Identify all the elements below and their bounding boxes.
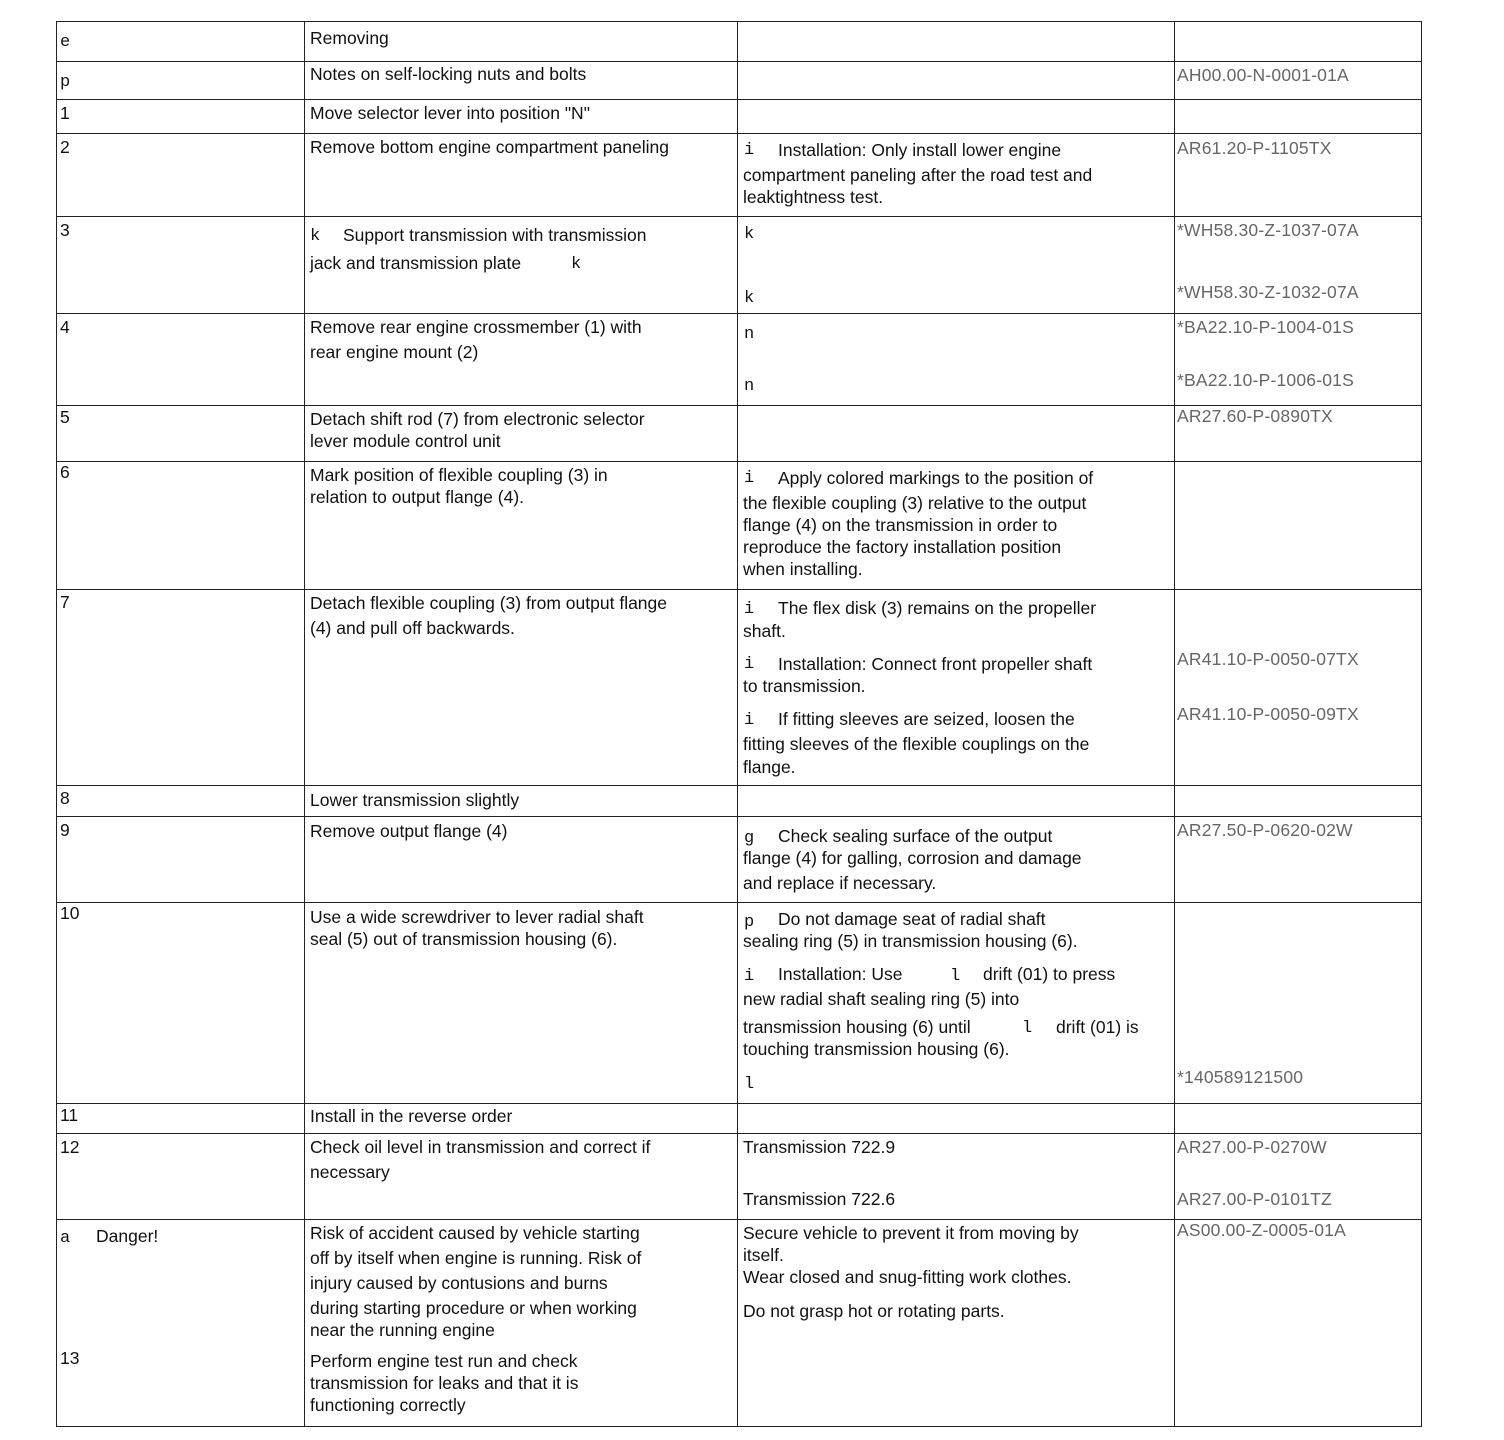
row-divider [57, 461, 1421, 462]
note-text: to transmission. [743, 676, 866, 696]
column-divider [737, 22, 738, 1426]
step-number: 11 [60, 1105, 79, 1125]
document-reference[interactable]: AR27.00-P-0101TZ [1177, 1189, 1332, 1209]
tool-icon: k [310, 227, 321, 246]
step-number: 12 [60, 1137, 80, 1157]
specification-icon: n [744, 377, 755, 396]
step-text: seal (5) out of transmission housing (6). [310, 929, 618, 949]
step-text: Support transmission with transmission [343, 225, 647, 245]
step-text: Mark position of flexible coupling (3) in [310, 465, 608, 485]
info-icon: i [744, 600, 755, 619]
step-text: relation to output flange (4). [310, 487, 525, 507]
step-text: Install in the reverse order [310, 1106, 513, 1126]
step-text: Lower transmission slightly [310, 790, 520, 810]
drift-tool-icon: l [744, 1075, 755, 1094]
step-text: transmission for leaks and that it is [310, 1373, 579, 1393]
row-divider [57, 313, 1421, 314]
warning-text: during starting procedure or when working [310, 1298, 637, 1318]
specification-reference[interactable]: *BA22.10-P-1006-01S [1177, 370, 1354, 390]
tool-icon: k [744, 225, 755, 244]
safety-measure-text: itself. [743, 1245, 784, 1265]
row-divider [57, 133, 1421, 134]
step-text: Check oil level in transmission and correct if [310, 1137, 651, 1157]
note-text: drift (01) to press [983, 964, 1116, 984]
document-reference[interactable]: AR41.10-P-0050-07TX [1177, 649, 1359, 669]
note-text: Apply colored markings to the position of [778, 468, 1094, 488]
document-reference[interactable]: AR27.50-P-0620-02W [1177, 820, 1353, 840]
step-text: rear engine mount (2) [310, 342, 479, 362]
note-text: shaft. [743, 621, 786, 641]
safety-measure-text: Secure vehicle to prevent it from moving by [743, 1223, 1079, 1243]
row-divider [57, 99, 1421, 100]
step-number: 7 [60, 592, 70, 612]
note-text: flange. [743, 757, 796, 777]
info-icon: i [744, 711, 755, 730]
document-reference[interactable]: AH00.00-N-0001-01A [1177, 65, 1349, 85]
step-text: Remove bottom engine compartment paneling [310, 137, 669, 157]
caution-icon: p [744, 913, 755, 932]
step-text: Notes on self-locking nuts and bolts [310, 64, 587, 84]
step-number: 13 [60, 1348, 80, 1368]
note-text: leaktightness test. [743, 187, 884, 207]
note-text: transmission housing (6) until [743, 1017, 971, 1037]
row-divider [57, 1133, 1421, 1134]
document-reference[interactable]: AR27.60-P-0890TX [1177, 406, 1333, 426]
step-text: lever module control unit [310, 431, 501, 451]
note-text: If fitting sleeves are seized, loosen the [778, 709, 1075, 729]
warning-text: injury caused by contusions and burns [310, 1273, 608, 1293]
document-reference[interactable]: AR27.00-P-0270W [1177, 1137, 1327, 1157]
step-number: 4 [60, 317, 70, 337]
note-text: The flex disk (3) remains on the propeller [778, 598, 1097, 618]
row-divider [57, 816, 1421, 817]
check-icon: g [744, 829, 755, 848]
info-icon: i [744, 967, 755, 986]
step-text: necessary [310, 1162, 390, 1182]
step-symbol: p [60, 73, 71, 92]
step-text: Move selector lever into position "N" [310, 103, 590, 123]
specification-icon: n [744, 325, 755, 344]
step-text: Remove output flange (4) [310, 821, 508, 841]
step-number: 1 [60, 103, 70, 123]
document-reference[interactable]: AR61.20-P-1105TX [1177, 138, 1332, 158]
step-text: Detach shift rod (7) from electronic selector [310, 409, 645, 429]
note-text: flange (4) on the transmission in order to [743, 515, 1058, 535]
note-text: fitting sleeves of the flexible couplings on the [743, 734, 1090, 754]
document-reference[interactable]: AS00.00-Z-0005-01A [1177, 1220, 1346, 1240]
document-reference[interactable]: AR41.10-P-0050-09TX [1177, 704, 1359, 724]
note-text: the flexible coupling (3) relative to the output [743, 493, 1087, 513]
tool-reference[interactable]: *WH58.30-Z-1032-07A [1177, 282, 1359, 302]
step-number: 2 [60, 137, 70, 157]
step-text: Detach flexible coupling (3) from output flange [310, 593, 668, 613]
drift-tool-icon: l [1022, 1019, 1033, 1038]
section-heading: Removing [310, 28, 389, 48]
note-text: Installation: Connect front propeller shaft [778, 654, 1093, 674]
safety-measure-text: Wear closed and snug-fitting work clothes. [743, 1267, 1072, 1287]
note-text: new radial shaft sealing ring (5) into [743, 989, 1020, 1009]
warning-text: near the running engine [310, 1320, 495, 1340]
tool-reference[interactable]: *WH58.30-Z-1037-07A [1177, 220, 1359, 240]
row-divider [57, 1103, 1421, 1104]
note-text: flange (4) for galling, corrosion and damage [743, 848, 1082, 868]
row-divider [57, 589, 1421, 590]
note-text: Installation: Use [778, 964, 903, 984]
note-text: compartment paneling after the road test and [743, 165, 1093, 185]
info-icon: i [744, 141, 755, 160]
row-divider [57, 785, 1421, 786]
step-number: 3 [60, 220, 70, 240]
step-symbol: e [60, 33, 71, 52]
note-text: Installation: Only install lower engine [778, 140, 1062, 160]
note-text: touching transmission housing (6). [743, 1039, 1010, 1059]
step-number: 6 [60, 462, 70, 482]
warning-text: Risk of accident caused by vehicle starting [310, 1223, 640, 1243]
column-divider [304, 22, 305, 1426]
note-text: Transmission 722.6 [743, 1189, 896, 1209]
info-icon: i [744, 469, 755, 488]
step-text: (4) and pull off backwards. [310, 618, 515, 638]
row-divider [57, 902, 1421, 903]
danger-label: Danger! [96, 1226, 159, 1246]
step-text: Perform engine test run and check [310, 1351, 578, 1371]
note-text: drift (01) is [1056, 1017, 1139, 1037]
note-text: and replace if necessary. [743, 873, 937, 893]
step-text: Remove rear engine crossmember (1) with [310, 317, 642, 337]
info-icon: i [744, 655, 755, 674]
row-divider [57, 61, 1421, 62]
tool-icon: k [744, 289, 755, 308]
step-number: 8 [60, 788, 70, 808]
note-text: reproduce the factory installation position [743, 537, 1062, 557]
note-text: Do not damage seat of radial shaft [778, 909, 1046, 929]
danger-icon: a [60, 1229, 71, 1248]
note-text: Transmission 722.9 [743, 1137, 896, 1157]
note-text: sealing ring (5) in transmission housing (6). [743, 931, 1078, 951]
step-number: 9 [60, 820, 70, 840]
tool-icon: k [571, 255, 582, 274]
row-divider [57, 216, 1421, 217]
step-text: Use a wide screwdriver to lever radial shaft [310, 907, 644, 927]
safety-measure-text: Do not grasp hot or rotating parts. [743, 1301, 1005, 1321]
note-text: Check sealing surface of the output [778, 826, 1053, 846]
column-divider [1174, 22, 1175, 1426]
warning-text: off by itself when engine is running. Risk of [310, 1248, 642, 1268]
note-text: when installing. [743, 559, 863, 579]
tool-reference[interactable]: *140589121500 [1177, 1067, 1304, 1087]
step-number: 10 [60, 903, 80, 923]
step-text: functioning correctly [310, 1395, 466, 1415]
step-text: jack and transmission plate [310, 253, 522, 273]
specification-reference[interactable]: *BA22.10-P-1004-01S [1177, 317, 1354, 337]
step-number: 5 [60, 407, 70, 427]
drift-tool-icon: l [950, 967, 961, 986]
